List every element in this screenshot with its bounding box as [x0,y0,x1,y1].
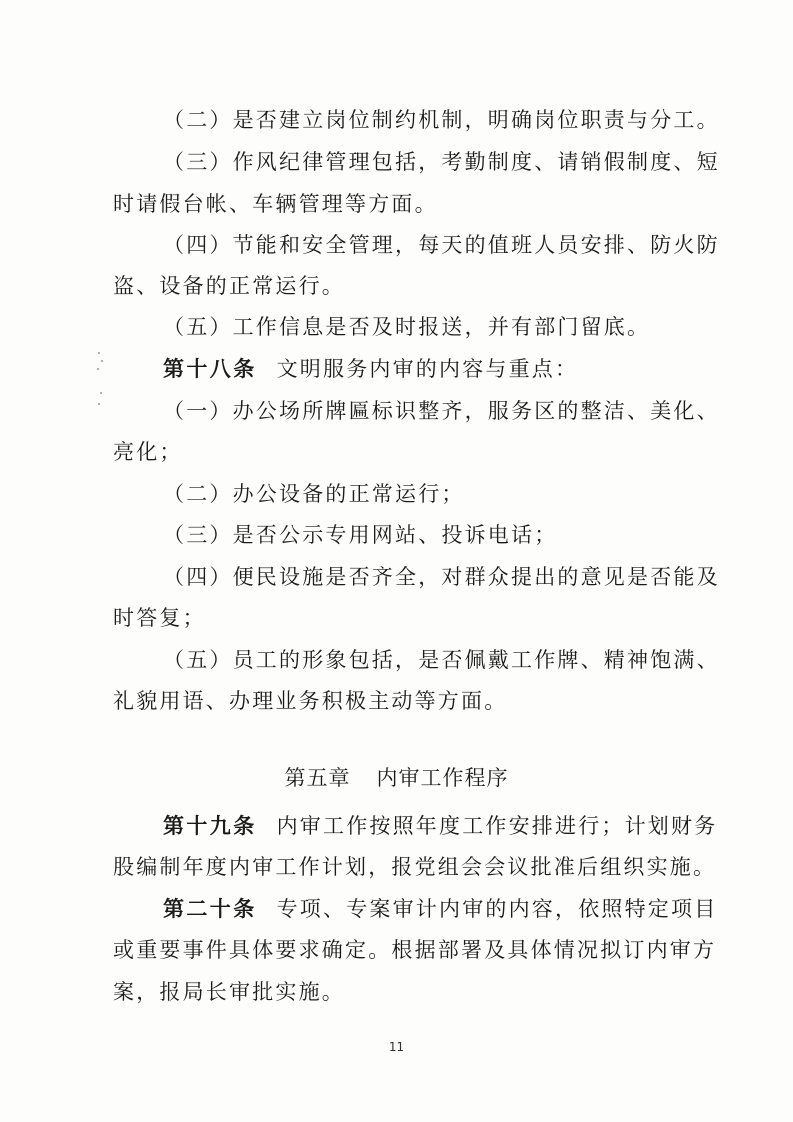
text-line: 礼貌用语、办理业务积极主动等方面。 [113,689,508,713]
text-line: （三）是否公示专用网站、投诉电话； [163,523,558,547]
chapter-heading [0,764,793,792]
article-text: 内审工作按照年度工作安排进行；计划财务 [276,814,718,838]
chapter-number: 第五章 [284,766,351,790]
article-heading: 第十八条 [163,356,257,381]
chapter-title: 内审工作程序 [376,766,509,790]
article-20 [163,895,717,923]
text-line: （一）办公场所牌匾标识整齐，服务区的整洁、美化、 [163,399,720,423]
text-line: （五）员工的形象包括，是否佩戴工作牌、精神饱满、 [163,648,720,672]
text-line: （二）办公设备的正常运行； [163,482,465,506]
text-line: 股编制年度内审工作计划，报党组会会议批准后组织实施。 [113,855,717,879]
text-line: （四）便民设施是否齐全，对群众提出的意见是否能及 [163,565,720,589]
page-number: 11 [388,1040,405,1054]
text-line: 盗、设备的正常运行。 [113,274,345,298]
text-line: （五）工作信息是否及时报送，并有部门留底。 [163,315,651,339]
text-line: 时请假台帐、车辆管理等方面。 [113,192,438,216]
text-line: 案，报局长审批实施。 [113,980,345,1004]
text-line: （三）作风纪律管理包括，考勤制度、请销假制度、短 [163,150,720,174]
article-18 [163,355,578,383]
article-text: 专项、专案审计内审的内容，依照特定项目 [276,897,718,921]
text-line: 亮化； [113,440,183,464]
text-line: （四）节能和安全管理，每天的值班人员安排、防火防 [163,233,720,257]
article-19 [163,812,717,840]
text-line: （二）是否建立岗位制约机制，明确岗位职责与分工。 [163,108,720,132]
article-heading: 第二十条 [163,896,257,921]
article-heading: 第十九条 [163,813,257,838]
text-line: 或重要事件具体要求确定。根据部署及具体情况拟订内审方 [113,938,717,962]
text-line: 时答复； [113,606,206,630]
scan-specks [96,348,104,408]
article-text: 文明服务内审的内容与重点： [276,357,579,381]
